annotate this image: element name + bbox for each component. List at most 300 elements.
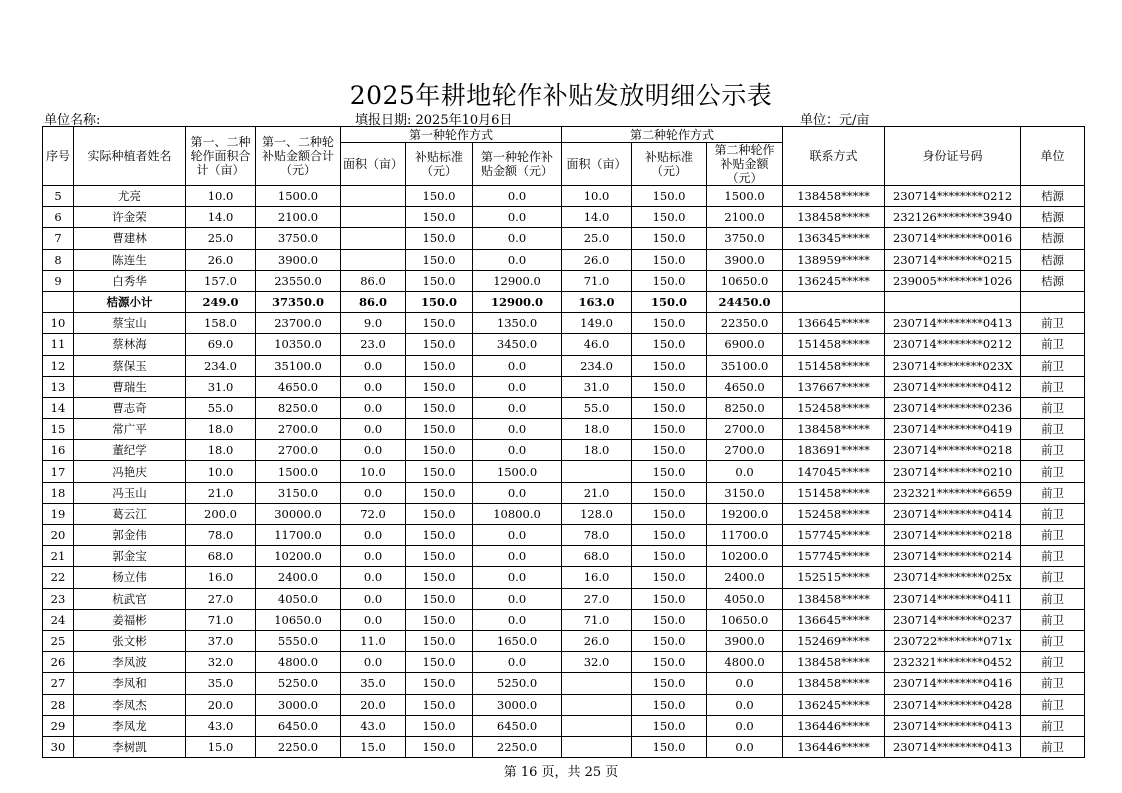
table-cell: 150.0 [406, 419, 473, 440]
table-cell: 杭武官 [74, 588, 186, 609]
table-cell: 150.0 [406, 355, 473, 376]
table-cell: 0.0 [473, 440, 562, 461]
table-cell: 150.0 [406, 588, 473, 609]
table-cell: 0.0 [707, 736, 783, 757]
table-cell: 10350.0 [256, 334, 341, 355]
table-cell: 李凤杰 [74, 694, 186, 715]
table-cell: 0.0 [473, 652, 562, 673]
table-cell: 10.0 [341, 461, 406, 482]
table-cell [43, 291, 74, 312]
table-cell: 150.0 [632, 588, 707, 609]
table-cell [562, 736, 632, 757]
table-cell: 22 [43, 567, 74, 588]
table-cell [562, 694, 632, 715]
table-cell: 230714********0218 [885, 440, 1021, 461]
table-cell: 10.0 [186, 186, 256, 207]
table-cell: 2100.0 [707, 207, 783, 228]
table-cell: 蔡保玉 [74, 355, 186, 376]
table-cell: 150.0 [406, 673, 473, 694]
table-cell: 150.0 [632, 291, 707, 312]
table-cell: 8250.0 [256, 397, 341, 418]
table-cell: 230714********0411 [885, 588, 1021, 609]
table-cell: 152469***** [783, 630, 885, 651]
table-cell: 0.0 [473, 525, 562, 546]
table-cell: 2250.0 [473, 736, 562, 757]
table-cell: 150.0 [406, 440, 473, 461]
table-cell: 6450.0 [256, 715, 341, 736]
table-cell: 230714********023X [885, 355, 1021, 376]
table-cell: 26 [43, 652, 74, 673]
header-unit: 单位 [1021, 127, 1085, 186]
table-cell: 0.0 [707, 715, 783, 736]
unit-measure-label: 单位：元/亩 [800, 113, 870, 128]
table-cell: 3000.0 [256, 694, 341, 715]
table-cell: 10800.0 [473, 503, 562, 524]
table-cell: 前卫 [1021, 588, 1085, 609]
table-cell: 128.0 [562, 503, 632, 524]
table-cell: 10650.0 [256, 609, 341, 630]
table-cell: 150.0 [632, 609, 707, 630]
table-cell: 10.0 [186, 461, 256, 482]
table-cell: 0.0 [473, 609, 562, 630]
table-row [43, 355, 1085, 376]
table-cell: 10200.0 [707, 546, 783, 567]
table-cell: 230714********0416 [885, 673, 1021, 694]
table-cell: 28 [43, 694, 74, 715]
table-cell: 230714********0210 [885, 461, 1021, 482]
table-cell: 150.0 [632, 546, 707, 567]
table-cell: 150.0 [406, 546, 473, 567]
table-cell: 68.0 [562, 546, 632, 567]
table-cell: 150.0 [406, 313, 473, 334]
table-row [43, 736, 1085, 757]
table-cell: 常广平 [74, 419, 186, 440]
table-cell: 前卫 [1021, 482, 1085, 503]
table-cell: 150.0 [406, 525, 473, 546]
table-cell: 150.0 [406, 207, 473, 228]
table-cell: 桔源 [1021, 228, 1085, 249]
table-cell: 0.0 [341, 588, 406, 609]
table-cell: 150.0 [406, 461, 473, 482]
table-cell: 55.0 [562, 397, 632, 418]
table-cell: 前卫 [1021, 630, 1085, 651]
table-cell: 0.0 [341, 419, 406, 440]
table-cell: 230714********0412 [885, 376, 1021, 397]
table-cell: 71.0 [562, 609, 632, 630]
header-group2: 第二种轮作方式 [562, 127, 783, 143]
table-cell: 5250.0 [256, 673, 341, 694]
table-cell: 68.0 [186, 546, 256, 567]
table-cell: 35.0 [186, 673, 256, 694]
table-cell: 0.0 [473, 355, 562, 376]
table-cell: 11.0 [341, 630, 406, 651]
table-cell: 32.0 [186, 652, 256, 673]
table-cell: 232126********3940 [885, 207, 1021, 228]
table-cell: 前卫 [1021, 313, 1085, 334]
table-cell: 230714********0215 [885, 249, 1021, 270]
table-cell: 150.0 [632, 736, 707, 757]
table-cell: 0.0 [707, 461, 783, 482]
table-cell: 150.0 [406, 270, 473, 291]
table-cell: 3900.0 [707, 249, 783, 270]
table-cell: 10200.0 [256, 546, 341, 567]
header-total-amount: 第一、二种轮补贴金额合计（元） [256, 127, 341, 186]
table-cell: 150.0 [632, 207, 707, 228]
header-amount2: 第二种轮作补贴金额（元） [707, 143, 783, 186]
page-footer: 第 16 页，共 25 页 [503, 765, 619, 780]
table-cell: 72.0 [341, 503, 406, 524]
table-cell: 白秀华 [74, 270, 186, 291]
table-cell: 李树凯 [74, 736, 186, 757]
table-cell: 230714********0428 [885, 694, 1021, 715]
table-row [43, 673, 1085, 694]
table-cell: 陈连生 [74, 249, 186, 270]
table-cell: 136446***** [783, 715, 885, 736]
table-cell: 6900.0 [707, 334, 783, 355]
table-cell: 150.0 [406, 228, 473, 249]
table-cell: 郭金宝 [74, 546, 186, 567]
table-cell: 23550.0 [256, 270, 341, 291]
header-name: 实际种植者姓名 [74, 127, 186, 186]
table-cell: 86.0 [341, 270, 406, 291]
table-row [43, 334, 1085, 355]
table-cell: 4050.0 [707, 588, 783, 609]
table-cell: 150.0 [632, 525, 707, 546]
table-cell [562, 461, 632, 482]
table-cell: 14 [43, 397, 74, 418]
table-cell: 0.0 [341, 376, 406, 397]
table-cell: 3450.0 [473, 334, 562, 355]
table-row [43, 694, 1085, 715]
table-row [43, 397, 1085, 418]
table-cell: 曹建林 [74, 228, 186, 249]
table-cell: 4800.0 [256, 652, 341, 673]
table-cell: 11700.0 [256, 525, 341, 546]
table-cell: 152458***** [783, 397, 885, 418]
table-cell: 152458***** [783, 503, 885, 524]
table-cell: 前卫 [1021, 503, 1085, 524]
table-cell: 20.0 [186, 694, 256, 715]
table-row [43, 503, 1085, 524]
table-cell: 18.0 [562, 440, 632, 461]
table-row [43, 525, 1085, 546]
table-cell: 0.0 [341, 567, 406, 588]
header-area2: 面积（亩） [562, 143, 632, 186]
table-cell: 24450.0 [707, 291, 783, 312]
table-cell: 15.0 [186, 736, 256, 757]
table-cell: 2700.0 [256, 419, 341, 440]
table-cell: 151458***** [783, 482, 885, 503]
table-cell: 6450.0 [473, 715, 562, 736]
header-contact: 联系方式 [783, 127, 885, 186]
table-cell: 16.0 [186, 567, 256, 588]
table-cell: 157.0 [186, 270, 256, 291]
table-cell: 4650.0 [256, 376, 341, 397]
table-cell: 2700.0 [707, 419, 783, 440]
table-cell: 150.0 [632, 228, 707, 249]
table-cell: 230714********0212 [885, 186, 1021, 207]
table-cell: 前卫 [1021, 546, 1085, 567]
table-cell: 150.0 [632, 652, 707, 673]
table-cell: 158.0 [186, 313, 256, 334]
table-cell: 150.0 [632, 419, 707, 440]
table-cell: 冯玉山 [74, 482, 186, 503]
table-cell: 138458***** [783, 207, 885, 228]
table-cell: 12900.0 [473, 270, 562, 291]
table-cell: 张文彬 [74, 630, 186, 651]
table-cell: 5 [43, 186, 74, 207]
table-cell: 35.0 [341, 673, 406, 694]
table-cell: 230714********0016 [885, 228, 1021, 249]
table-cell: 150.0 [406, 630, 473, 651]
table-cell: 23700.0 [256, 313, 341, 334]
table-cell: 150.0 [406, 376, 473, 397]
table-cell: 6 [43, 207, 74, 228]
table-cell: 曹瑞生 [74, 376, 186, 397]
table-cell: 43.0 [341, 715, 406, 736]
table-cell: 0.0 [473, 397, 562, 418]
table-cell: 26.0 [562, 630, 632, 651]
table-cell: 136446***** [783, 736, 885, 757]
table-cell: 150.0 [406, 736, 473, 757]
table-row [43, 419, 1085, 440]
table-cell: 138458***** [783, 419, 885, 440]
table-cell: 前卫 [1021, 694, 1085, 715]
table-cell: 157745***** [783, 525, 885, 546]
table-cell: 150.0 [406, 694, 473, 715]
table-cell: 前卫 [1021, 652, 1085, 673]
table-cell: 0.0 [341, 397, 406, 418]
table-cell: 136645***** [783, 609, 885, 630]
table-cell: 249.0 [186, 291, 256, 312]
table-cell: 0.0 [341, 546, 406, 567]
table-cell: 杨立伟 [74, 567, 186, 588]
table-cell: 前卫 [1021, 334, 1085, 355]
table-cell: 31.0 [186, 376, 256, 397]
table-cell: 136245***** [783, 694, 885, 715]
table-cell: 9 [43, 270, 74, 291]
table-cell: 18.0 [186, 419, 256, 440]
table-cell: 150.0 [632, 270, 707, 291]
table-cell: 3000.0 [473, 694, 562, 715]
table-cell: 150.0 [632, 376, 707, 397]
table-cell: 前卫 [1021, 419, 1085, 440]
table-cell: 23 [43, 588, 74, 609]
table-cell: 24 [43, 609, 74, 630]
table-cell: 17 [43, 461, 74, 482]
table-cell: 25 [43, 630, 74, 651]
table-cell: 前卫 [1021, 376, 1085, 397]
table-cell: 0.0 [473, 376, 562, 397]
table-cell: 0.0 [707, 694, 783, 715]
table-cell: 230714********0236 [885, 397, 1021, 418]
table-cell: 0.0 [473, 546, 562, 567]
table-row [43, 376, 1085, 397]
table-cell [341, 186, 406, 207]
table-row [43, 249, 1085, 270]
table-cell: 前卫 [1021, 567, 1085, 588]
table-cell: 149.0 [562, 313, 632, 334]
table-cell: 桔源小计 [74, 291, 186, 312]
table-cell: 55.0 [186, 397, 256, 418]
table-cell: 14.0 [562, 207, 632, 228]
table-cell: 16.0 [562, 567, 632, 588]
table-cell: 230714********0419 [885, 419, 1021, 440]
table-cell: 15 [43, 419, 74, 440]
table-row [43, 461, 1085, 482]
table-cell: 150.0 [632, 694, 707, 715]
table-cell: 27 [43, 673, 74, 694]
table-row [43, 546, 1085, 567]
table-cell: 18.0 [186, 440, 256, 461]
table-cell: 150.0 [632, 397, 707, 418]
table-cell: 9.0 [341, 313, 406, 334]
table-cell: 5550.0 [256, 630, 341, 651]
table-cell: 0.0 [341, 609, 406, 630]
table-cell: 3150.0 [707, 482, 783, 503]
header-group1: 第一种轮作方式 [341, 127, 562, 143]
table-row [43, 652, 1085, 673]
table-cell: 曹志奇 [74, 397, 186, 418]
table-cell: 150.0 [406, 334, 473, 355]
table-cell: 37350.0 [256, 291, 341, 312]
table-cell: 150.0 [406, 249, 473, 270]
table-cell: 0.0 [473, 419, 562, 440]
table-row [43, 715, 1085, 736]
table-cell: 25.0 [186, 228, 256, 249]
table-cell: 3900.0 [256, 249, 341, 270]
table-cell: 4650.0 [707, 376, 783, 397]
table-cell: 32.0 [562, 652, 632, 673]
header-area1: 面积（亩） [341, 143, 406, 186]
table-cell: 1500.0 [256, 186, 341, 207]
table-cell: 1500.0 [473, 461, 562, 482]
table-cell: 蔡林海 [74, 334, 186, 355]
table-cell: 0.0 [473, 186, 562, 207]
table-cell: 136245***** [783, 270, 885, 291]
table-cell: 4800.0 [707, 652, 783, 673]
table-cell: 150.0 [632, 313, 707, 334]
header-std2: 补贴标准（元） [632, 143, 707, 186]
table-cell: 14.0 [186, 207, 256, 228]
table-cell: 151458***** [783, 334, 885, 355]
table-cell: 0.0 [341, 440, 406, 461]
table-cell: 69.0 [186, 334, 256, 355]
table-cell: 163.0 [562, 291, 632, 312]
table-cell: 2700.0 [707, 440, 783, 461]
table-cell: 李凤波 [74, 652, 186, 673]
fill-date-label: 填报日期: 2025年10月6日 [355, 113, 513, 128]
table-cell: 0.0 [473, 567, 562, 588]
table-cell: 李凤和 [74, 673, 186, 694]
table-cell: 234.0 [186, 355, 256, 376]
table-cell: 3900.0 [707, 630, 783, 651]
table-cell: 150.0 [406, 567, 473, 588]
table-cell: 138458***** [783, 186, 885, 207]
table-cell: 23.0 [341, 334, 406, 355]
table-cell: 150.0 [632, 630, 707, 651]
table-cell: 31.0 [562, 376, 632, 397]
table-cell: 21.0 [186, 482, 256, 503]
table-cell: 30 [43, 736, 74, 757]
table-cell: 138458***** [783, 588, 885, 609]
table-cell [885, 291, 1021, 312]
table-cell: 230714********0218 [885, 525, 1021, 546]
table-cell: 230714********0237 [885, 609, 1021, 630]
table-cell: 150.0 [632, 186, 707, 207]
table-cell: 37.0 [186, 630, 256, 651]
table-cell: 150.0 [632, 482, 707, 503]
table-cell [341, 207, 406, 228]
table-cell: 3750.0 [256, 228, 341, 249]
table-cell: 0.0 [707, 673, 783, 694]
subsidy-table [42, 126, 1085, 758]
table-cell: 前卫 [1021, 736, 1085, 757]
table-cell: 230714********0413 [885, 313, 1021, 334]
table-cell: 5250.0 [473, 673, 562, 694]
table-cell: 71.0 [562, 270, 632, 291]
header-total-area: 第一、二种轮作面积合计（亩） [186, 127, 256, 186]
table-cell: 15.0 [341, 736, 406, 757]
table-row [43, 609, 1085, 630]
table-cell: 46.0 [562, 334, 632, 355]
table-cell [341, 228, 406, 249]
table-cell [562, 715, 632, 736]
table-cell: 35100.0 [707, 355, 783, 376]
table-cell: 13 [43, 376, 74, 397]
table-cell: 0.0 [473, 588, 562, 609]
table-cell: 150.0 [406, 186, 473, 207]
table-cell: 26.0 [186, 249, 256, 270]
table-cell: 150.0 [406, 482, 473, 503]
table-cell: 郭金伟 [74, 525, 186, 546]
table-row [43, 440, 1085, 461]
table-cell: 150.0 [632, 715, 707, 736]
table-cell: 3150.0 [256, 482, 341, 503]
table-cell: 27.0 [186, 588, 256, 609]
table-row [43, 630, 1085, 651]
table-cell: 18.0 [562, 419, 632, 440]
table-cell: 27.0 [562, 588, 632, 609]
table-cell: 230714********0413 [885, 715, 1021, 736]
table-cell: 183691***** [783, 440, 885, 461]
table-cell: 150.0 [632, 440, 707, 461]
table-cell: 232321********6659 [885, 482, 1021, 503]
table-cell: 11 [43, 334, 74, 355]
table-row [43, 588, 1085, 609]
page-title: 2025年耕地轮作补贴发放明细公示表 [349, 81, 773, 110]
table-cell: 桔源 [1021, 207, 1085, 228]
table-cell: 许金荣 [74, 207, 186, 228]
table-cell: 26.0 [562, 249, 632, 270]
table-cell: 22350.0 [707, 313, 783, 334]
table-cell: 25.0 [562, 228, 632, 249]
table-row [43, 207, 1085, 228]
table-cell: 姜福彬 [74, 609, 186, 630]
table-cell: 1500.0 [707, 186, 783, 207]
table-cell [341, 249, 406, 270]
header-std1: 补贴标准（元） [406, 143, 473, 186]
table-cell: 8250.0 [707, 397, 783, 418]
table-cell: 桔源 [1021, 270, 1085, 291]
table-cell: 10 [43, 313, 74, 334]
unit-name-label: 单位名称: [44, 113, 101, 128]
table-cell: 16 [43, 440, 74, 461]
table-cell: 尤亮 [74, 186, 186, 207]
table-cell: 4050.0 [256, 588, 341, 609]
header-amount1: 第一种轮作补贴金额（元） [473, 143, 562, 186]
table-cell: 前卫 [1021, 673, 1085, 694]
